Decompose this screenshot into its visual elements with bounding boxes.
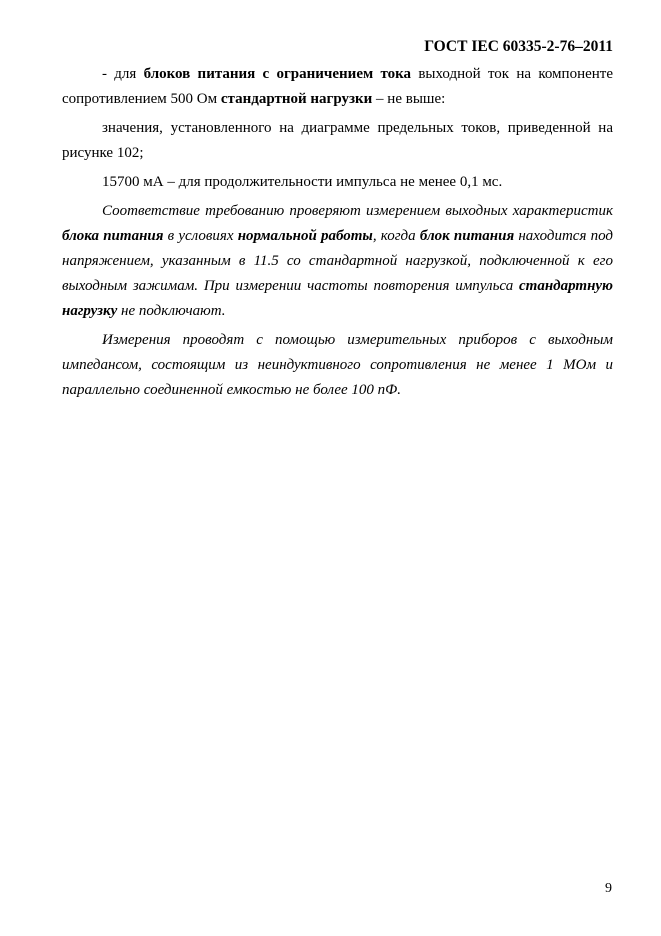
text-segment: в условиях	[163, 228, 238, 244]
text-segment: , когда	[372, 228, 420, 244]
text-segment: 15700 мА – для продолжительности импульса не менее 0,1 мс.	[102, 174, 503, 190]
paragraph-diagram-limit	[62, 116, 613, 166]
text-segment: выходной ток на компоненте сопротивлением 500 Ом	[62, 66, 614, 107]
page-number: 9	[605, 881, 612, 896]
text-segment: не подключают.	[117, 303, 226, 319]
document-code-header: ГОСТ IEC 60335-2-76–2011	[424, 38, 613, 55]
term-standard-load: стандартную нагрузку	[62, 278, 613, 319]
term-current-limited-power-supply: блоков питания с ограничением тока	[143, 66, 412, 82]
text-segment: Соответствие требованию проверяют измерением выходных характеристик	[102, 203, 613, 219]
paragraph-measurement-instruments	[62, 328, 613, 403]
text-segment: - для	[102, 66, 144, 82]
text-segment: – не выше:	[372, 91, 446, 107]
text-segment: значения, установленного на диаграмме предельных токов, приведенной на рисунке 102;	[62, 120, 613, 161]
paragraph-compliance-check	[62, 199, 613, 324]
document-body	[62, 62, 613, 403]
text-segment: Измерения проводят с помощью измерительных приборов с выходным импедансом, состоящим из неиндуктивного сопротивления не менее 1 МОм и параллельно соединенной емкостью не более 100 пФ.	[62, 332, 613, 398]
text-segment: находится под напряжением, указанным в 11.5 со стандартной нагрузкой, подключенной к его выходным зажимам. При измерении частоты повторения импульса	[62, 228, 613, 294]
term-normal-operation: нормальной работы	[237, 228, 373, 244]
paragraph-output-current	[62, 62, 613, 112]
term-standard-load: стандартной нагрузки	[220, 91, 373, 107]
term-power-supply: блока питания	[62, 228, 164, 244]
paragraph-pulse-limit	[62, 170, 613, 195]
term-power-supply: блок питания	[419, 228, 515, 244]
